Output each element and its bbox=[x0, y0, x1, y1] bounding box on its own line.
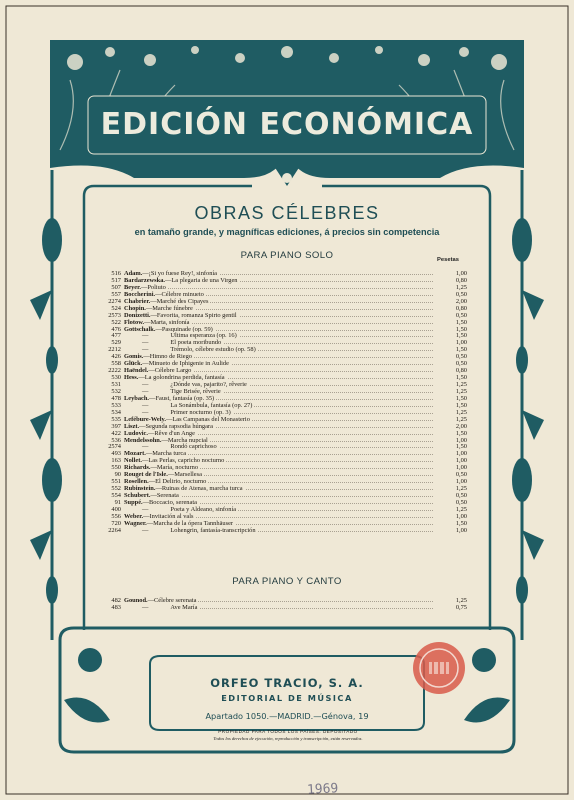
list-item bbox=[93, 346, 467, 353]
work-title: La Sonámbula, fantasía (op. 27) bbox=[170, 401, 253, 409]
catalog-number: 530 bbox=[111, 374, 121, 382]
catalog-number: 533 bbox=[111, 401, 121, 409]
work-title: —Marché des Cipayes bbox=[150, 297, 209, 305]
work-title: —Minueto de Iphigenie in Aulide bbox=[142, 360, 229, 368]
price: 1,00 bbox=[455, 450, 467, 458]
dot-leader bbox=[129, 288, 433, 289]
work-title: —Ruinas de Atenas, marcha turca bbox=[155, 485, 243, 493]
price: 1,25 bbox=[455, 415, 467, 423]
composer-name: — bbox=[142, 387, 149, 395]
rights-notice: Todos los derechos de ejecución, reproducción y transcripción, están reservados. bbox=[213, 736, 363, 741]
price: 1,50 bbox=[455, 429, 467, 437]
catalog-number: 400 bbox=[111, 505, 121, 513]
list-item bbox=[93, 416, 467, 423]
price: 0,50 bbox=[455, 498, 467, 506]
catalog-number: 535 bbox=[111, 415, 121, 423]
list-item bbox=[93, 291, 467, 298]
work-title: Tige Brisée, rêverie bbox=[170, 387, 221, 395]
price: 0,80 bbox=[455, 367, 467, 375]
catalog-number: 550 bbox=[111, 464, 121, 472]
catalog-number: 554 bbox=[111, 492, 121, 499]
price: 0,80 bbox=[455, 304, 467, 312]
catalog-number: 2573 bbox=[108, 311, 121, 319]
composer-name: — bbox=[142, 526, 149, 534]
work-entry bbox=[124, 374, 227, 381]
price: 0,50 bbox=[455, 360, 467, 368]
list-item bbox=[93, 437, 467, 444]
work-entry bbox=[124, 506, 238, 513]
work-entry bbox=[124, 492, 181, 499]
list-item bbox=[93, 381, 467, 388]
composer-name: Mendelssohn. bbox=[124, 436, 162, 444]
price: 1,50 bbox=[455, 332, 467, 340]
work-title: —María, nocturno bbox=[150, 464, 199, 472]
section-piano-canto: PARA PIANO Y CANTO bbox=[232, 576, 342, 587]
subtitle: en tamaño grande, y magníficas ediciones, á precios sin competencia bbox=[134, 227, 440, 237]
main-title: OBRAS CÉLEBRES bbox=[194, 203, 380, 223]
work-title: —Las Perlas, capricho nocturno bbox=[141, 457, 225, 465]
work-title: —Favorita, romanza Spirto gentil bbox=[150, 311, 237, 319]
catalog-number: 397 bbox=[111, 422, 121, 430]
catalog-number: 516 bbox=[111, 270, 121, 277]
composer-name: Schubert. bbox=[124, 492, 151, 499]
price: 0,50 bbox=[455, 492, 467, 499]
list-item bbox=[93, 298, 467, 305]
composer-name: Ludovic. bbox=[124, 429, 148, 437]
work-entry bbox=[124, 416, 252, 423]
composer-name: — bbox=[142, 401, 149, 409]
work-entry bbox=[124, 395, 216, 402]
work-entry bbox=[124, 471, 204, 478]
price-header: Pesetas bbox=[437, 257, 459, 263]
composer-name: Bardarzewska. bbox=[124, 276, 166, 284]
work-title: —Serenata bbox=[150, 492, 179, 499]
list-item bbox=[93, 305, 467, 312]
work-title: —Poliuto bbox=[140, 283, 166, 291]
composer-name: Hess. bbox=[124, 374, 139, 382]
work-title: —Marta, sinfonía bbox=[144, 318, 190, 326]
list-item bbox=[93, 471, 467, 478]
list-item bbox=[93, 367, 467, 374]
work-entry bbox=[124, 339, 223, 346]
composer-name: — bbox=[142, 603, 149, 611]
composer-name: Adam. bbox=[124, 270, 143, 277]
list-item bbox=[93, 464, 467, 471]
composer-name: Richards. bbox=[124, 464, 151, 472]
list-item bbox=[93, 395, 467, 402]
work-entry bbox=[124, 381, 249, 388]
work-entry bbox=[124, 437, 210, 444]
composer-name: Gounod. bbox=[124, 597, 148, 604]
composer-name: — bbox=[142, 381, 149, 388]
catalog-number: 532 bbox=[111, 387, 121, 395]
work-entry bbox=[124, 360, 231, 367]
price: 1,00 bbox=[455, 270, 467, 277]
price: 1,00 bbox=[455, 526, 467, 534]
price: 1,00 bbox=[455, 339, 467, 347]
work-entry bbox=[124, 597, 198, 604]
composer-name: Haëndel. bbox=[124, 367, 149, 375]
list-item bbox=[93, 312, 467, 319]
work-title: El poeta moribundo bbox=[170, 339, 222, 347]
publisher-seal-stamp bbox=[411, 640, 467, 696]
composer-name: Nollet. bbox=[124, 457, 142, 465]
catalog-number: 522 bbox=[111, 318, 121, 326]
list-item bbox=[93, 457, 467, 464]
price: 0,50 bbox=[455, 311, 467, 319]
work-entry bbox=[124, 332, 239, 339]
price: 0,75 bbox=[455, 603, 467, 611]
list-item bbox=[93, 388, 467, 395]
composer-name: Beyer. bbox=[124, 283, 141, 291]
list-item bbox=[93, 284, 467, 291]
list-item bbox=[93, 270, 467, 277]
catalog-number: 477 bbox=[111, 332, 121, 340]
price: 0,50 bbox=[455, 471, 467, 479]
section-piano-solo: PARA PIANO SOLO bbox=[240, 250, 334, 261]
work-title: ¿Dónde vas, pajarito?, rêverie bbox=[170, 381, 247, 388]
catalog-number: 2212 bbox=[108, 346, 121, 354]
list-item bbox=[93, 492, 467, 499]
composer-name: — bbox=[142, 505, 149, 513]
work-title: —Pasquinade (op. 59) bbox=[155, 325, 213, 333]
composer-name: — bbox=[142, 443, 149, 451]
composer-name: Wagner. bbox=[124, 519, 147, 527]
piano-canto-list bbox=[93, 597, 467, 611]
work-title: Rondó caprichoso bbox=[170, 443, 217, 451]
work-entry bbox=[124, 527, 258, 534]
catalog-number: 91 bbox=[114, 498, 121, 506]
price: 1,25 bbox=[455, 408, 467, 416]
publisher-name: ORFEO TRACIO, S. A. bbox=[210, 676, 364, 690]
work-title: —Célebre serenata bbox=[147, 597, 197, 604]
composer-name: — bbox=[142, 346, 149, 354]
price: 1,50 bbox=[455, 394, 467, 402]
composer-name: Leybach. bbox=[124, 394, 150, 402]
composer-name: Donizetti. bbox=[124, 311, 151, 319]
catalog-number: 552 bbox=[111, 485, 121, 493]
list-item bbox=[93, 360, 467, 367]
price: 1,50 bbox=[455, 401, 467, 409]
catalog-number: 426 bbox=[111, 353, 121, 361]
list-item bbox=[93, 478, 467, 485]
price: 1,50 bbox=[455, 346, 467, 354]
composer-name: Suppé. bbox=[124, 498, 143, 506]
catalog-number: 163 bbox=[111, 457, 121, 465]
price: 0,50 bbox=[455, 290, 467, 298]
list-item bbox=[93, 339, 467, 346]
composer-name: Gomis. bbox=[124, 353, 144, 361]
work-title: Primer nocturno (op. 3) bbox=[170, 408, 231, 416]
work-entry bbox=[124, 367, 193, 374]
composer-name: Mozart. bbox=[124, 450, 146, 458]
composer-name: — bbox=[142, 339, 149, 347]
work-title: —Segunda rapsodia húngara bbox=[139, 422, 213, 430]
work-title: Poeta y Aldeano, sinfonía bbox=[170, 505, 237, 513]
catalog-number: 2274 bbox=[108, 297, 121, 305]
work-title: —Las Campanas del Monasterio bbox=[165, 415, 250, 423]
list-item bbox=[93, 485, 467, 492]
work-title: —La golondrina perdida, fantasía bbox=[138, 374, 225, 382]
work-title: —Boccacio, serenata bbox=[142, 498, 197, 506]
work-title: —Marcha de la ópera Tannhäuser bbox=[146, 519, 234, 527]
work-title: —Marsellesa bbox=[167, 471, 202, 479]
price: 1,00 bbox=[455, 436, 467, 444]
price: 1,25 bbox=[455, 597, 467, 604]
list-item bbox=[93, 332, 467, 339]
work-entry bbox=[124, 277, 240, 284]
work-entry bbox=[124, 402, 254, 409]
composer-name: Gottschalk. bbox=[124, 325, 156, 333]
list-item bbox=[93, 374, 467, 381]
price: 1,25 bbox=[455, 485, 467, 493]
work-entry bbox=[124, 388, 223, 395]
work-entry bbox=[124, 457, 226, 464]
work-entry bbox=[124, 604, 199, 611]
work-title: —La plegaria de una Virgen bbox=[165, 276, 238, 284]
handwritten-number: 1969 bbox=[306, 781, 339, 798]
list-item bbox=[93, 319, 467, 326]
catalog-number: 478 bbox=[111, 394, 121, 402]
catalog-number: 422 bbox=[111, 429, 121, 437]
catalog-number: 482 bbox=[111, 597, 121, 604]
work-title: —El Delirio, nocturno bbox=[148, 478, 207, 486]
price: 1,00 bbox=[455, 464, 467, 472]
work-title: —Célebre minueto bbox=[155, 290, 204, 298]
composer-name: Chabrier. bbox=[124, 297, 151, 305]
work-entry bbox=[124, 319, 192, 326]
composer-name: Chopin. bbox=[124, 304, 146, 312]
catalog-number: 476 bbox=[111, 325, 121, 333]
work-entry bbox=[124, 450, 188, 457]
work-entry bbox=[124, 291, 206, 298]
catalog-number: 483 bbox=[111, 603, 121, 611]
work-entry bbox=[124, 478, 208, 485]
work-entry bbox=[124, 298, 210, 305]
list-item bbox=[93, 513, 467, 520]
list-item bbox=[93, 423, 467, 430]
catalog-number: 2264 bbox=[108, 526, 121, 534]
work-entry bbox=[124, 430, 197, 437]
work-entry bbox=[124, 520, 235, 527]
composer-name: Flotow. bbox=[124, 318, 145, 326]
price: 1,50 bbox=[455, 374, 467, 382]
composer-name: Rouget de l'Isle. bbox=[124, 471, 168, 479]
catalog-number: 524 bbox=[111, 304, 121, 312]
composer-name: Rosellen. bbox=[124, 478, 149, 486]
work-title: —Célebre Largo bbox=[148, 367, 192, 375]
composer-name: — bbox=[142, 408, 149, 416]
catalog-number: 536 bbox=[111, 436, 121, 444]
catalog-number: 556 bbox=[111, 512, 121, 520]
price: 1,50 bbox=[455, 443, 467, 451]
list-item bbox=[93, 326, 467, 333]
price: 1,00 bbox=[455, 512, 467, 520]
piano-solo-list bbox=[93, 270, 467, 534]
work-title: —Marche fúnebre bbox=[145, 304, 193, 312]
price: 1,50 bbox=[455, 325, 467, 333]
list-item bbox=[93, 499, 467, 506]
work-title: —Invitación al vals bbox=[143, 512, 194, 520]
work-title: —Himno de Riego bbox=[143, 353, 192, 361]
list-item bbox=[93, 450, 467, 457]
price: 1,50 bbox=[455, 519, 467, 527]
composer-name: Weber. bbox=[124, 512, 144, 520]
work-title: —¡Si yo fuese Rey!, sinfonía bbox=[142, 270, 218, 277]
catalog-number: 551 bbox=[111, 478, 121, 486]
work-entry bbox=[124, 305, 195, 312]
list-item bbox=[93, 430, 467, 437]
list-item bbox=[93, 443, 467, 450]
publisher-address: Apartado 1050.—MADRID.—Génova, 19 bbox=[205, 711, 369, 721]
list-item bbox=[93, 520, 467, 527]
publisher-line2: EDITORIAL DE MÚSICA bbox=[221, 693, 353, 703]
list-item bbox=[93, 402, 467, 409]
list-item bbox=[93, 506, 467, 513]
catalog-number: 2574 bbox=[108, 443, 121, 451]
work-entry bbox=[124, 513, 196, 520]
work-entry bbox=[124, 346, 258, 353]
catalog-number: 517 bbox=[111, 276, 121, 284]
catalog-number: 529 bbox=[111, 339, 121, 347]
price: 2,00 bbox=[455, 422, 467, 430]
catalog-number: 493 bbox=[111, 450, 121, 458]
work-title: Ultima esperanza (op. 16) bbox=[170, 332, 237, 340]
work-title: Trémolo, célebre estudio (op. 58) bbox=[170, 346, 256, 354]
list-item bbox=[93, 597, 467, 604]
work-entry bbox=[124, 423, 215, 430]
work-entry bbox=[124, 464, 200, 471]
price: 1,50 bbox=[455, 318, 467, 326]
catalog-number: 720 bbox=[111, 519, 121, 527]
list-item bbox=[93, 409, 467, 416]
list-item bbox=[93, 353, 467, 360]
list-item bbox=[93, 277, 467, 284]
price: 1,00 bbox=[455, 457, 467, 465]
work-title: —Marcha turca bbox=[145, 450, 187, 458]
price: 1,00 bbox=[455, 478, 467, 486]
work-title: Lohengrin, fantasía-transcripción bbox=[170, 526, 256, 534]
composer-name: Glück. bbox=[124, 360, 143, 368]
composer-name: Liszt. bbox=[124, 422, 140, 430]
work-entry bbox=[124, 353, 194, 360]
price: 1,25 bbox=[455, 381, 467, 388]
work-title: —Rêve d'un Ange bbox=[147, 429, 195, 437]
work-entry bbox=[124, 485, 245, 492]
catalog-number: 2222 bbox=[108, 367, 121, 375]
catalog-number: 90 bbox=[114, 471, 121, 479]
work-entry bbox=[124, 284, 168, 291]
list-item bbox=[93, 604, 467, 611]
price: 1,25 bbox=[455, 387, 467, 395]
price: 0,80 bbox=[455, 276, 467, 284]
edition-title: EDICIÓN ECONÓMICA bbox=[100, 107, 474, 142]
price: 2,00 bbox=[455, 297, 467, 305]
work-title: Ave María bbox=[170, 603, 198, 611]
price: 0,50 bbox=[455, 353, 467, 361]
catalog-number: 534 bbox=[111, 408, 121, 416]
catalog-number: 558 bbox=[111, 360, 121, 368]
work-entry bbox=[124, 409, 233, 416]
work-entry bbox=[124, 443, 219, 450]
list-item bbox=[93, 527, 467, 534]
property-notice: PROPIEDAD PARA TODOS LOS PAÍSES. DEPOSITADO bbox=[218, 729, 358, 734]
catalog-number: 507 bbox=[111, 283, 121, 291]
composer-name: Rubinstein. bbox=[124, 485, 156, 493]
catalog-number: 557 bbox=[111, 290, 121, 298]
work-title: —Marcha nupcial bbox=[161, 436, 208, 444]
composer-name: Boccherini. bbox=[124, 290, 156, 298]
composer-name: — bbox=[142, 332, 149, 340]
work-entry bbox=[124, 499, 199, 506]
composer-name: Lefébure-Wely. bbox=[124, 415, 166, 423]
work-title: —Faust, fantasía (op. 35) bbox=[149, 394, 215, 402]
work-entry bbox=[124, 312, 239, 319]
work-entry bbox=[124, 270, 219, 277]
price: 1,25 bbox=[455, 505, 467, 513]
catalog-number: 531 bbox=[111, 381, 121, 388]
work-entry bbox=[124, 326, 215, 333]
price: 1,25 bbox=[455, 283, 467, 291]
